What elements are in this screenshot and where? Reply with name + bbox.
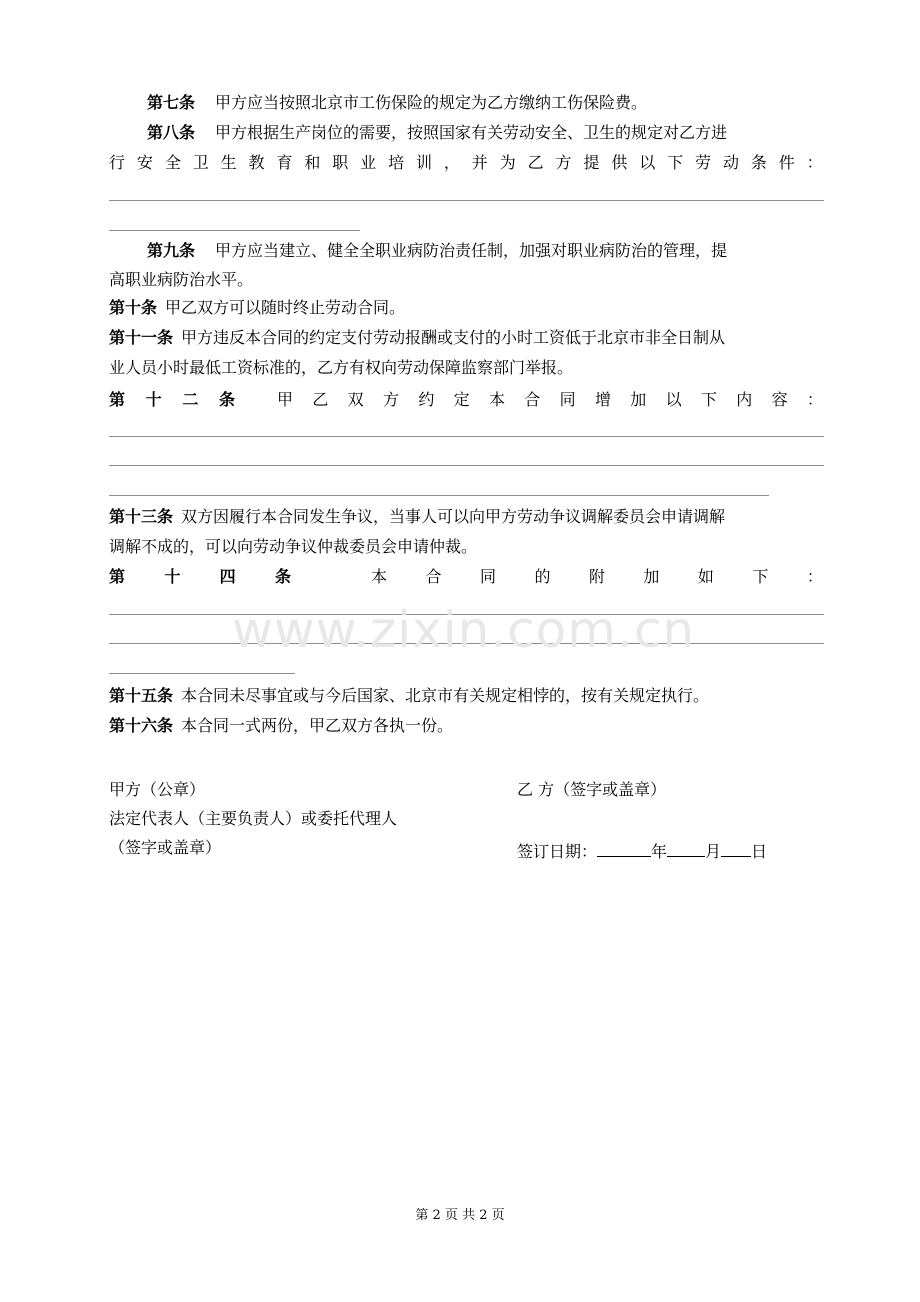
day-blank[interactable]: [721, 838, 751, 857]
article-13-line-1: [109, 507, 725, 527]
article-7-text: 甲方应当按照北京市工伤保险的规定为乙方缴纳工伤保险费。: [215, 93, 648, 112]
article-7-heading: 第七条: [147, 93, 196, 112]
article-15-heading: 第十五条: [109, 686, 174, 705]
article-9-line-1: [147, 241, 727, 261]
fill-in-line: [109, 465, 824, 466]
article-10-text: 甲乙双方可以随时终止劳动合同。: [165, 298, 406, 317]
article-15: [109, 686, 709, 706]
fill-in-line: [109, 436, 824, 437]
article-7: [147, 93, 647, 113]
article-12-heading: 第 十 二 条: [109, 390, 235, 409]
article-12-text: 甲 乙 双 方 约 定 本 合 同 增 加 以 下 内 容 ：: [277, 390, 823, 409]
article-15-text: 本合同未尽事宜或与今后国家、北京市有关规定相悖的，按有关规定执行。: [181, 686, 710, 705]
year-blank[interactable]: [597, 838, 651, 857]
article-13-line-2: 调解不成的，可以向劳动争议仲裁委员会申请仲裁。: [109, 537, 478, 556]
article-16-text: 本合同一式两份，甲乙双方各执一份。: [181, 716, 454, 735]
article-16-heading: 第十六条: [109, 716, 174, 735]
day-label: 日: [751, 842, 768, 861]
article-16: [109, 716, 453, 736]
article-9-heading: 第九条: [147, 241, 196, 260]
watermark: www.zixin.com.cn: [232, 601, 696, 659]
sign-or-seal-label: （签字或盖章）: [109, 838, 222, 857]
article-11-heading: 第十一条: [109, 328, 174, 347]
year-label: 年: [651, 842, 668, 861]
page-footer: 第 2 页 共 2 页: [415, 1208, 505, 1223]
signing-date: [517, 838, 767, 862]
fill-in-line: [109, 200, 824, 201]
article-11-text-line-1: 甲方违反本合同的约定支付劳动报酬或支付的小时工资低于北京市非全日制从: [181, 328, 726, 347]
fill-in-line: [109, 673, 295, 674]
article-8-text-line-1: 甲方根据生产岗位的需要，按照国家有关劳动安全、卫生的规定对乙方进: [215, 123, 728, 142]
party-a-seal-label: 甲方（公章）: [109, 780, 206, 799]
article-11-line-1: [109, 328, 725, 348]
month-label: 月: [705, 842, 722, 861]
article-13-text-line-1: 双方因履行本合同发生争议，当事人可以向甲方劳动争议调解委员会申请调解: [181, 507, 726, 526]
fill-in-line: [109, 495, 769, 496]
article-13-heading: 第十三条: [109, 507, 174, 526]
article-10: [109, 298, 405, 318]
article-9-text-line-1: 甲方应当建立、健全全职业病防治责任制，加强对职业病防治的管理，提: [215, 241, 728, 260]
article-8-line-1: [147, 123, 727, 143]
article-14-text: 本 合 同 的 附 加 如 下 ：: [371, 567, 823, 586]
article-11-line-2: 业人员小时最低工资标准的，乙方有权向劳动保障监察部门举报。: [109, 358, 574, 377]
article-14-heading: 第 十 四 条: [109, 567, 291, 586]
legal-representative-label: 法定代表人（主要负责人）或委托代理人: [109, 809, 398, 828]
article-8-line-2: 行 安 全 卫 生 教 育 和 职 业 培 训 ， 并 为 乙 方 提 供 以 下 劳 动 条 件 ：: [109, 153, 823, 172]
signing-date-label: 签订日期：: [517, 842, 598, 861]
article-9-line-2: 高职业病防治水平。: [109, 270, 254, 289]
article-8-heading: 第八条: [147, 123, 196, 142]
month-blank[interactable]: [667, 838, 705, 857]
party-b-sign-label: 乙 方（签字或盖章）: [517, 780, 667, 799]
fill-in-line: [109, 230, 360, 231]
article-10-heading: 第十条: [109, 298, 158, 317]
